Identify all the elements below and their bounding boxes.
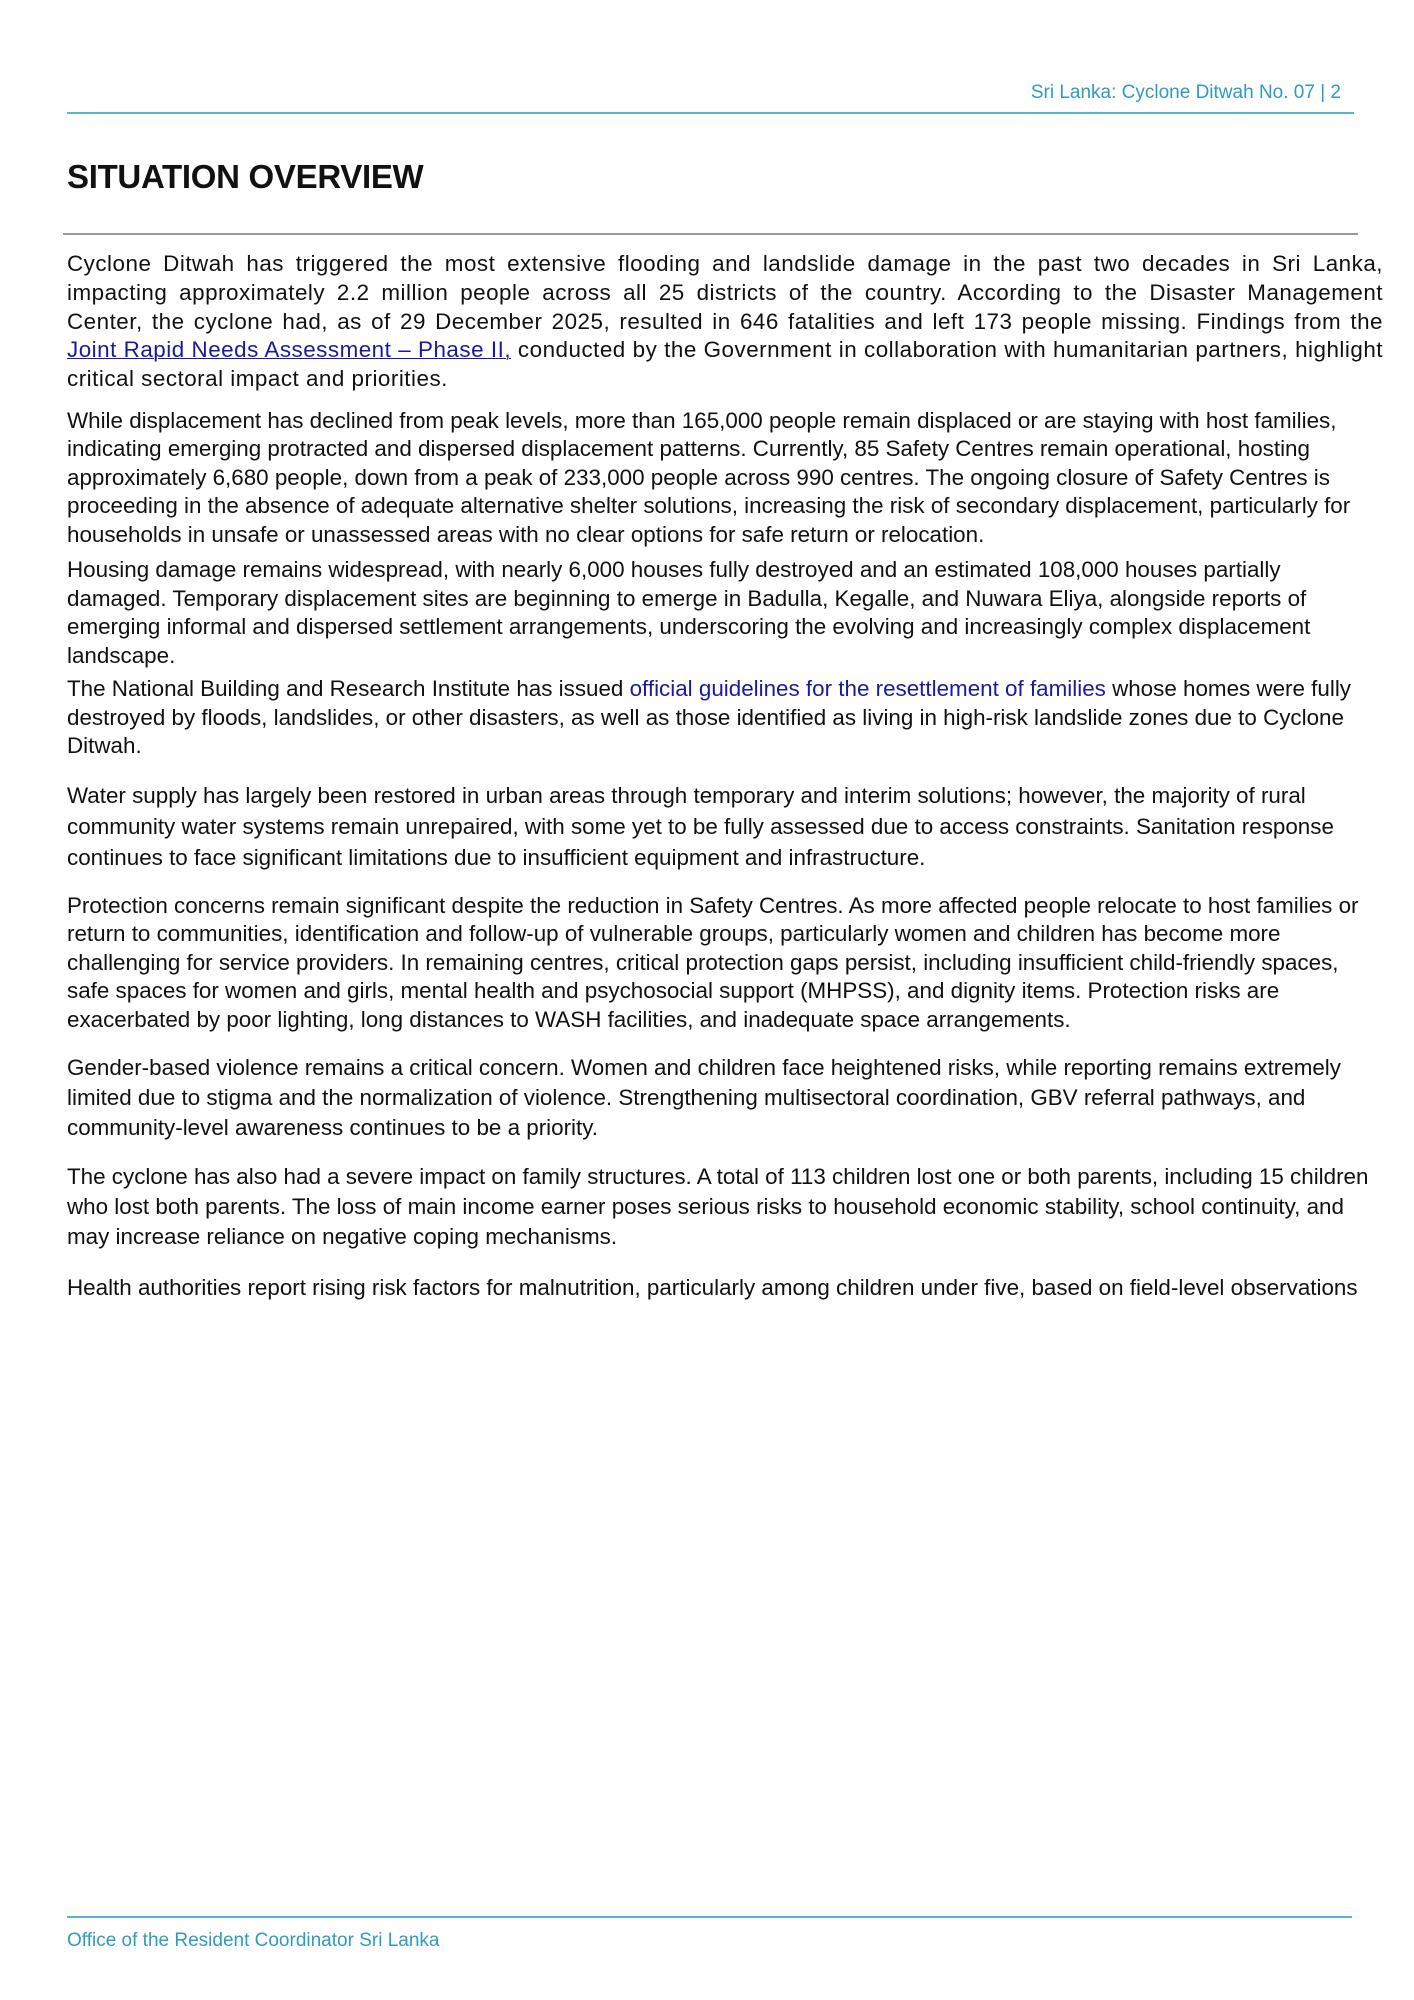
- paragraph-displacement: While displacement has declined from peak levels, more than 165,000 people remain displaced or are staying with host families, indicating emerging protracted and dispersed displacement patterns. Currently, 85 Safety Centres remain operational, hosting approximately 6,680 people, down from a peak of 233,000 people across 990 centres. The ongoing closure of Safety Centres is proceeding in the absence of adequate alternative shelter solutions, increasing the risk of secondary displacement, particularly for households in unsafe or unassessed areas with no clear options for safe return or relocation.: [67, 407, 1351, 547]
- paragraph-protection: Protection concerns remain significant despite the reduction in Safety Centres. As more affected people relocate to host families or return to communities, identification and follow-up of vulnerable groups, particularly women and children has become more challenging for service providers. In remaining centres, critical protection gaps persist, including insufficient child-friendly spaces, safe spaces for women and girls, mental health and psychosocial support (MHPSS), and dignity items. Protection risks are exacerbated by poor lighting, long distances to WASH facilities, and inadequate space arrangements.: [67, 892, 1359, 1032]
- jrna-phase-2-link[interactable]: Joint Rapid Needs Assessment – Phase II,: [67, 337, 512, 363]
- resettlement-guidelines-link[interactable]: official guidelines for the resettlement of families: [629, 676, 1106, 702]
- footer-organization: Office of the Resident Coordinator Sri Lanka: [67, 1930, 440, 1951]
- section-title: SITUATION OVERVIEW: [67, 158, 424, 195]
- paragraph-resettlement: [67, 675, 1383, 761]
- paragraph-text: Cyclone Ditwah has triggered the most extensive flooding and landslide damage in the past two decades in Sri Lanka, impacting approximately 2.2 million people across all 25 districts of the country. According to the Disaster Management Center, the cyclone had, as of 29 December 2025, resulted in 646 fatalities and left 173 people missing. Findings from the: [67, 251, 1383, 334]
- paragraph-gbv: Gender-based violence remains a critical concern. Women and children face heightened risks, while reporting remains extremely limited due to stigma and the normalization of violence. Strengthening multisectoral coordination, GBV referral pathways, and community-level awareness continues to be a priority.: [67, 1055, 1341, 1141]
- paragraph-water-sanitation: Water supply has largely been restored in urban areas through temporary and interim solutions; however, the majority of rural community water systems remain unrepaired, with some yet to be fully assessed due to access constraints. Sanitation response continues to face significant limitations due to insufficient equipment and infrastructure.: [67, 782, 1334, 870]
- running-header-title: Sri Lanka: Cyclone Ditwah No. 07 | 2: [1030, 82, 1341, 103]
- paragraph-text: The National Building and Research Institute has issued: [67, 676, 630, 702]
- footer-divider: [67, 1916, 1352, 1918]
- paragraph-health: Health authorities report rising risk factors for malnutrition, particularly among children under five, based on field-level observations: [67, 1275, 1358, 1301]
- paragraph-family-structures: The cyclone has also had a severe impact on family structures. A total of 113 children lost one or both parents, including 15 children who lost both parents. The loss of main income earner poses serious risks to household economic stability, school continuity, and may increase reliance on negative coping mechanisms.: [67, 1164, 1369, 1250]
- header-divider: [67, 112, 1354, 114]
- paragraph-text: whose homes were fully destroyed by floods, landslides, or other disasters, as well as those identified as living in high-risk landslide zones due to Cyclone Ditwah.: [67, 676, 1352, 759]
- paragraph-housing: Housing damage remains widespread, with nearly 6,000 houses fully destroyed and an estimated 108,000 houses partially damaged. Temporary displacement sites are beginning to emerge in Badulla, Kegalle, and Nuwara Eliya, alongside reports of emerging informal and dispersed settlement arrangements, underscoring the evolving and increasingly complex displacement landscape.: [67, 557, 1311, 668]
- title-divider: [63, 233, 1358, 235]
- document-body: [67, 250, 1383, 1304]
- paragraph-overview: [67, 250, 1383, 394]
- paragraph-text: conducted by the Government in collaboration with humanitarian partners, highlight critical sectoral impact and priorities.: [67, 337, 1383, 392]
